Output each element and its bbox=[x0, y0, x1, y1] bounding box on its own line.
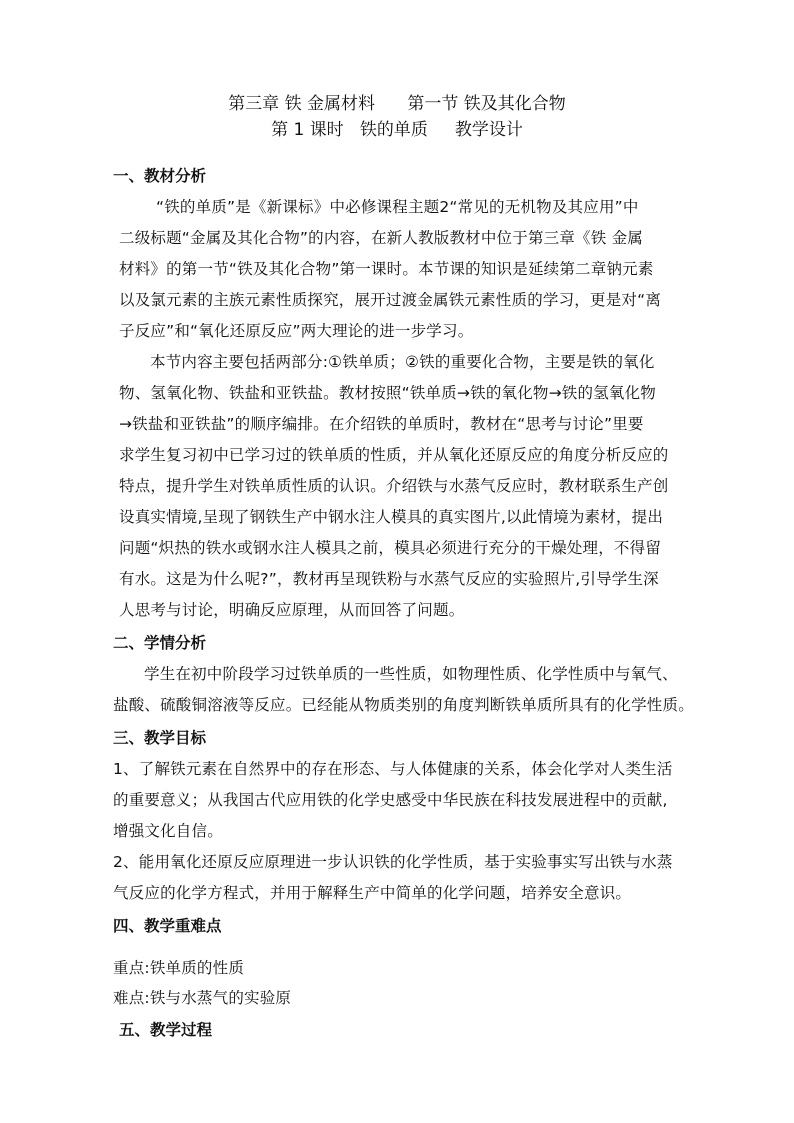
paragraph-line: 子反应”和“氧化还原反应”两大理论的进一步学习。 bbox=[119, 322, 474, 340]
paragraph-line: 特点，提升学生对铁单质性质的认识。介绍铁与水蒸气反应时，教材联系生产创 bbox=[119, 477, 669, 495]
difficult-point: 难点:铁与水蒸气的实验原 bbox=[113, 989, 292, 1007]
paragraph-line: 学生在初中阶段学习过铁单质的一些性质，如物理性质、化学性质中与氧气、 bbox=[144, 665, 678, 683]
paragraph-line: 设真实情境,呈现了钢铁生产中钢水注人模具的真实图片,以此情境为素材，提出 bbox=[119, 508, 664, 526]
key-point: 重点:铁单质的性质 bbox=[113, 959, 245, 977]
paragraph-line: →铁盐和亚铁盐”的顺序编排。在介绍铁的单质时，教材在“思考与讨论”里要 bbox=[119, 415, 644, 433]
paragraph-line: 人思考与讨论，明确反应原理，从而回答了问题。 bbox=[119, 601, 465, 619]
paragraph-line: 材料》的第一节“铁及其化合物”第一课时。本节课的知识是延续第二章钠元素 bbox=[119, 260, 654, 278]
goal-line: 气反应的化学方程式，并用于解释生产中简单的化学问题，培养安全意识。 bbox=[113, 884, 632, 902]
goal-line: 1、了解铁元素在自然界中的存在形态、与人体健康的关系，体会化学对人类生活 bbox=[113, 760, 673, 778]
document-title-line1: 第三章 铁 金属材料 第一节 铁及其化合物 bbox=[228, 94, 566, 114]
paragraph-line: 二级标题“金属及其化合物”的内容，在新人教版教材中位于第三章《铁 金属 bbox=[119, 229, 643, 247]
section-heading-textbook-analysis: 一、教材分析 bbox=[113, 167, 207, 185]
goal-line: 增强文化自信。 bbox=[113, 822, 223, 840]
paragraph-line: 以及氯元素的主族元素性质探究，展开过渡金属铁元素性质的学习，更是对“离 bbox=[119, 291, 662, 309]
paragraph-line: “铁的单质”是《新课标》中必修课程主题2“常见的无机物及其应用”中 bbox=[156, 198, 639, 216]
section-heading-teaching-goals: 三、教学目标 bbox=[113, 729, 207, 747]
paragraph-line: 本节内容主要包括两部分:①铁单质；②铁的重要化合物，主要是铁的氧化 bbox=[150, 353, 655, 371]
document-title-line2: 第 1 课时 铁的单质 教学设计 bbox=[271, 120, 523, 140]
paragraph-line: 问题“炽热的铁水或钢水注人模具之前，模具必须进行充分的干燥处理，不得留 bbox=[119, 539, 662, 557]
paragraph-line: 物、氢氧化物、铁盐和亚铁盐。教材按照“铁单质→铁的氧化物→铁的氢氧化物 bbox=[119, 384, 657, 402]
section-heading-key-difficult: 四、教学重难点 bbox=[113, 917, 222, 935]
paragraph-line: 求学生复习初中已学习过的铁单质的性质，并从氧化还原反应的角度分析反应的 bbox=[119, 446, 669, 464]
goal-line: 2、能用氧化还原反应原理进一步认识铁的化学性质，基于实验事实写出铁与水蒸 bbox=[113, 853, 673, 871]
paragraph-line: 有水。这是为什么呢?”，教材再呈现铁粉与水蒸气反应的实验照片,引导学生深 bbox=[119, 570, 659, 588]
goal-line: 的重要意义；从我国古代应用铁的化学史感受中华民族在科技发展进程中的贡献, bbox=[113, 791, 668, 809]
section-heading-student-analysis: 二、学情分析 bbox=[113, 634, 207, 652]
section-heading-teaching-process: 五、教学过程 bbox=[119, 1021, 213, 1039]
paragraph-line: 盐酸、硫酸铜溶液等反应。已经能从物质类别的角度判断铁单质所具有的化学性质。 bbox=[113, 696, 694, 714]
